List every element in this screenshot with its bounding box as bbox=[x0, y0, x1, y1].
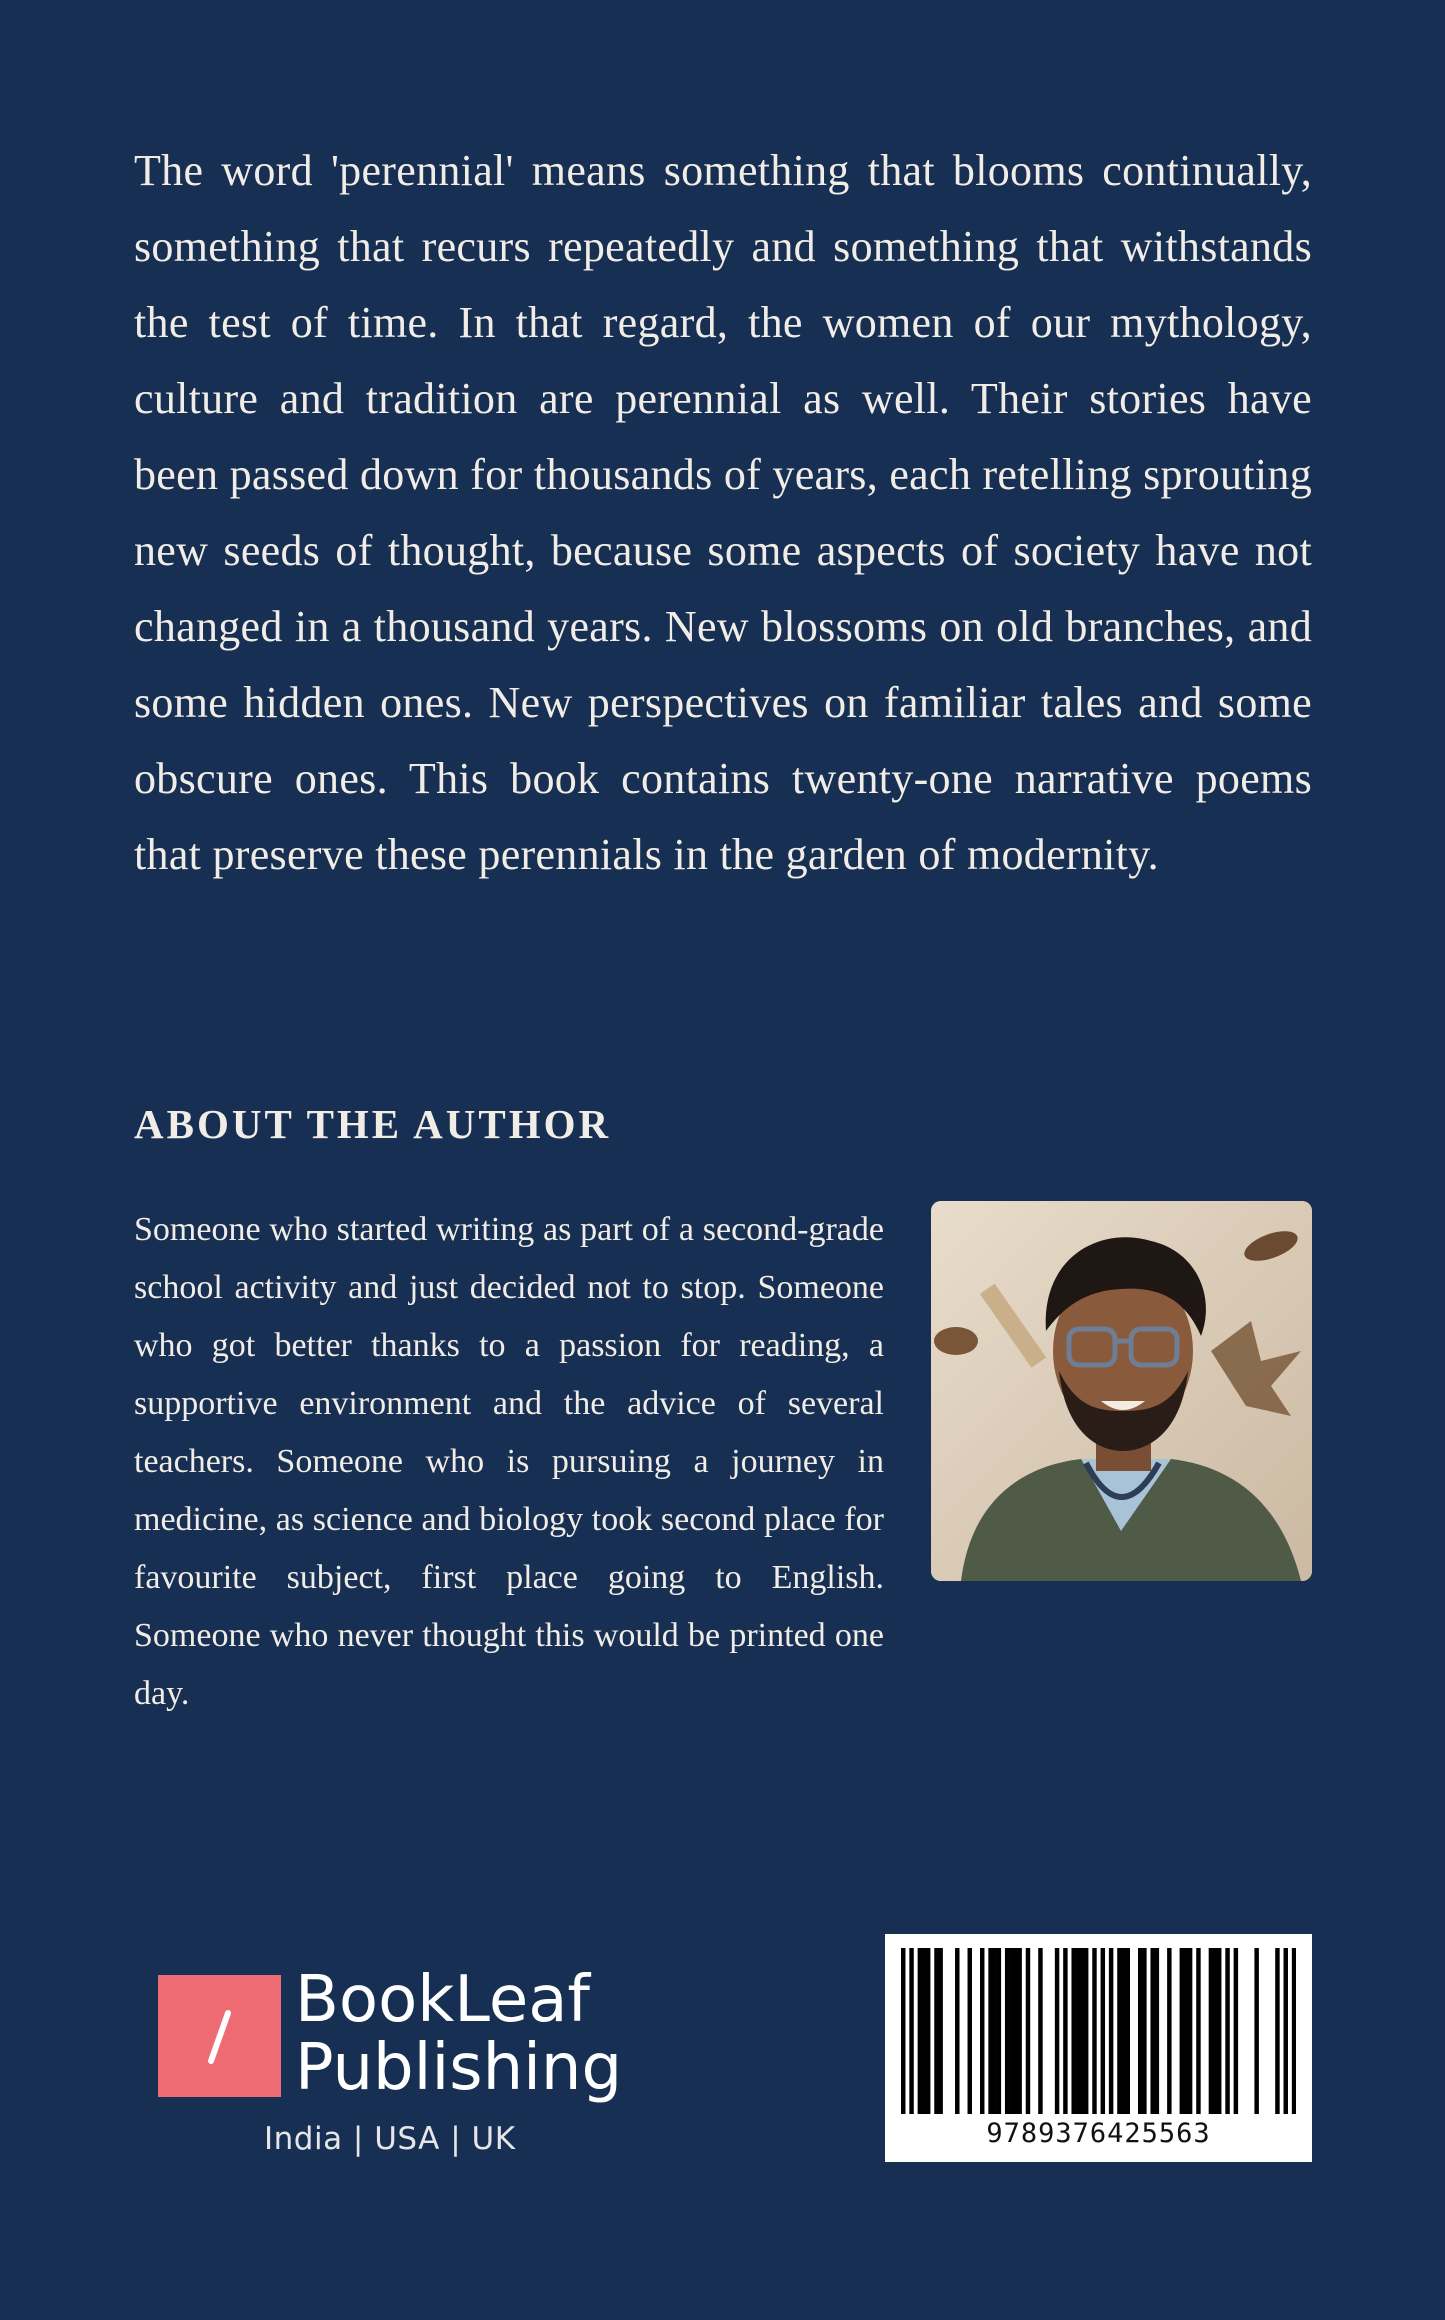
barcode-bar bbox=[1284, 1948, 1288, 2114]
book-blurb: The word 'perennial' means something that blooms continually, something that recurs repeatedly and something that withstands the test of time. In that regard, the women of our mythology, culture and tradition are perennial as well. Their stories have been passed down for thousands of years, each retelling sprouting new seeds of thought, because some aspects of society have not changed in a thousand years. New blossoms on old branches, and some hidden ones. New perspectives on familiar tales and some obscure ones. This book contains twenty-one narrative poems that preserve these perennials in the garden of modernity. bbox=[134, 146, 1312, 879]
publisher-logo bbox=[158, 1963, 623, 2166]
barcode-bars bbox=[901, 1948, 1296, 2114]
barcode-bar bbox=[1009, 1948, 1013, 2114]
barcode-bar bbox=[1063, 1948, 1067, 2114]
barcode-bar bbox=[1225, 1948, 1229, 2114]
barcode-bar bbox=[1005, 1948, 1009, 2114]
barcode-bar bbox=[918, 1948, 922, 2114]
barcode-bar bbox=[1076, 1948, 1080, 2114]
leaf-slash-icon bbox=[158, 1975, 281, 2097]
barcode-bar bbox=[1275, 1948, 1279, 2114]
barcode-bar bbox=[1142, 1948, 1146, 2114]
barcode-bar bbox=[1150, 1948, 1154, 2114]
barcode-bar bbox=[1101, 1948, 1105, 2114]
barcode-bar bbox=[1071, 1948, 1075, 2114]
barcode-bar bbox=[1121, 1948, 1125, 2114]
author-photo bbox=[931, 1201, 1312, 1581]
barcode-bar bbox=[1155, 1948, 1159, 2114]
barcode-bar bbox=[1080, 1948, 1084, 2114]
barcode-bar bbox=[1213, 1948, 1217, 2114]
barcode-bar bbox=[980, 1948, 984, 2114]
barcode-bar bbox=[1055, 1948, 1059, 2114]
barcode-bar bbox=[988, 1948, 992, 2114]
isbn-barcode bbox=[885, 1934, 1312, 2162]
publisher-name bbox=[295, 1963, 623, 2105]
barcode-bar bbox=[1084, 1948, 1088, 2114]
barcode-bar bbox=[1017, 1948, 1021, 2114]
barcode-bar bbox=[1167, 1948, 1171, 2114]
barcode-bar bbox=[1196, 1948, 1200, 2114]
barcode-bar bbox=[968, 1948, 972, 2114]
barcode-bar bbox=[992, 1948, 996, 2114]
isbn-number: 9789376425563 bbox=[986, 2118, 1211, 2149]
publisher-name-line2: Publishing bbox=[295, 2031, 623, 2105]
barcode-bar bbox=[926, 1948, 930, 2114]
barcode-bar bbox=[1109, 1948, 1113, 2114]
barcode-bar bbox=[1209, 1948, 1213, 2114]
barcode-bar bbox=[1038, 1948, 1042, 2114]
barcode-bar bbox=[1184, 1948, 1188, 2114]
barcode-bar bbox=[1026, 1948, 1030, 2114]
barcode-bar bbox=[1234, 1948, 1238, 2114]
publisher-regions: India | USA | UK bbox=[264, 2121, 516, 2157]
barcode-bar bbox=[1013, 1948, 1017, 2114]
barcode-bar bbox=[1292, 1948, 1296, 2114]
barcode-bar bbox=[1188, 1948, 1192, 2114]
author-bio: Someone who started writing as part of a second-grade school activity and just decided not to stop. Someone who got better thanks to a passion for reading, a supportive environment and the advice of several teachers. Someone who is pursuing a journey in medicine, as science and biology took second place for favourite subject, first place going to English. Someone who never thought this would be printed one day. bbox=[134, 1211, 884, 1712]
barcode-bar bbox=[1092, 1948, 1096, 2114]
barcode-bar bbox=[1254, 1948, 1258, 2114]
barcode-bar bbox=[901, 1948, 905, 2114]
barcode-bar bbox=[938, 1948, 942, 2114]
barcode-bar bbox=[1126, 1948, 1130, 2114]
barcode-bar bbox=[934, 1948, 938, 2114]
about-author-heading: ABOUT THE AUTHOR bbox=[134, 1101, 612, 1147]
barcode-bar bbox=[909, 1948, 913, 2114]
barcode-bar bbox=[922, 1948, 926, 2114]
barcode-bar bbox=[1138, 1948, 1142, 2114]
publisher-name-line1: BookLeaf bbox=[295, 1963, 590, 2037]
barcode-bar bbox=[1217, 1948, 1221, 2114]
barcode-bar bbox=[997, 1948, 1001, 2114]
barcode-bar bbox=[1180, 1948, 1184, 2114]
barcode-bar bbox=[1117, 1948, 1121, 2114]
barcode-bar bbox=[955, 1948, 959, 2114]
